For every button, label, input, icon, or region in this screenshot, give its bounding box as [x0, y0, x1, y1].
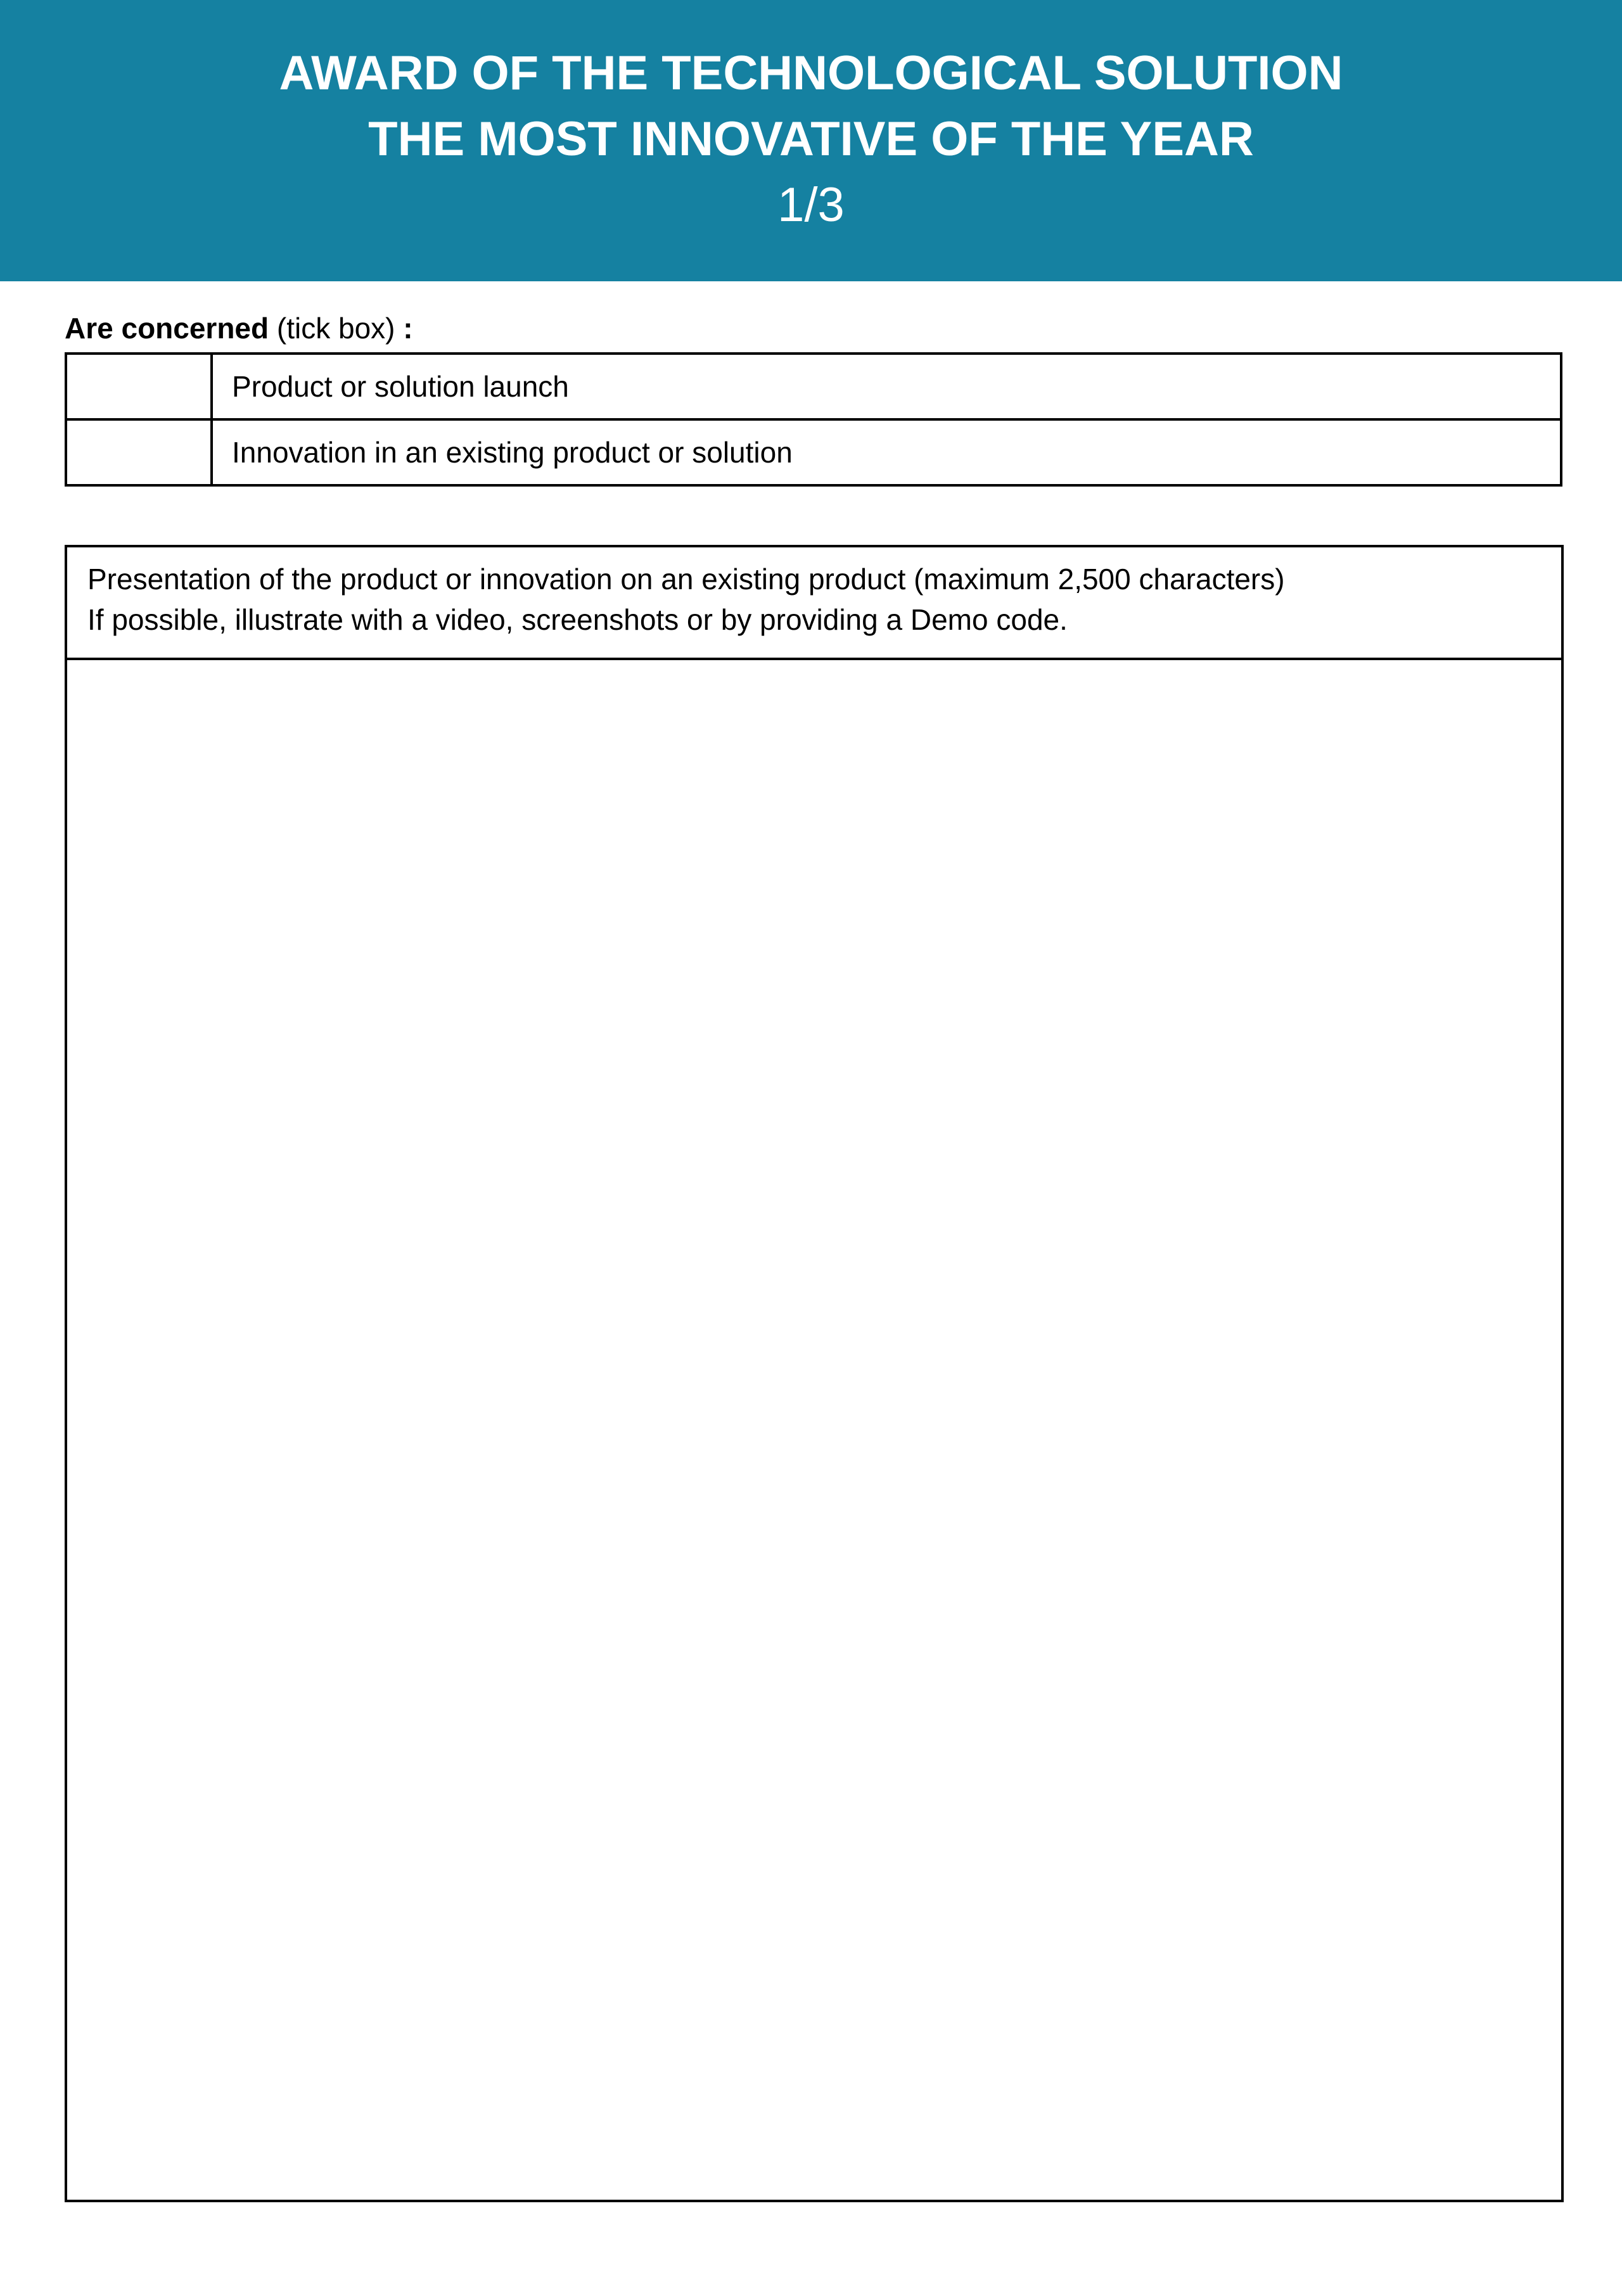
- presentation-instruction-line-1: Presentation of the product or innovation on an existing product (maximum 2,500 characters): [87, 563, 1285, 596]
- option-row: [66, 354, 1561, 419]
- tick-box-product-launch[interactable]: [66, 354, 212, 419]
- option-label-product-launch: Product or solution launch: [212, 354, 1561, 419]
- tick-box-innovation-existing[interactable]: [66, 419, 212, 485]
- presentation-instruction-line-2: If possible, illustrate with a video, screenshots or by providing a Demo code.: [87, 603, 1068, 636]
- presentation-instructions: [67, 547, 1561, 660]
- option-label-innovation-existing: Innovation in an existing product or solution: [212, 419, 1561, 485]
- header-banner: [0, 0, 1622, 281]
- presentation-answer-field[interactable]: [67, 660, 1561, 2200]
- award-title-line-1: AWARD OF THE TECHNOLOGICAL SOLUTION: [279, 46, 1343, 100]
- concerned-label-hint: (tick box): [269, 312, 404, 345]
- option-row: [66, 419, 1561, 485]
- concerned-label-bold: Are concerned: [65, 312, 269, 345]
- concerned-options-table: [65, 352, 1562, 487]
- concerned-label: [65, 309, 413, 347]
- page-indicator: 1/3: [777, 178, 845, 232]
- award-title-line-2: THE MOST INNOVATIVE OF THE YEAR: [368, 112, 1254, 166]
- concerned-label-colon: :: [403, 312, 413, 345]
- presentation-section: [65, 545, 1564, 2202]
